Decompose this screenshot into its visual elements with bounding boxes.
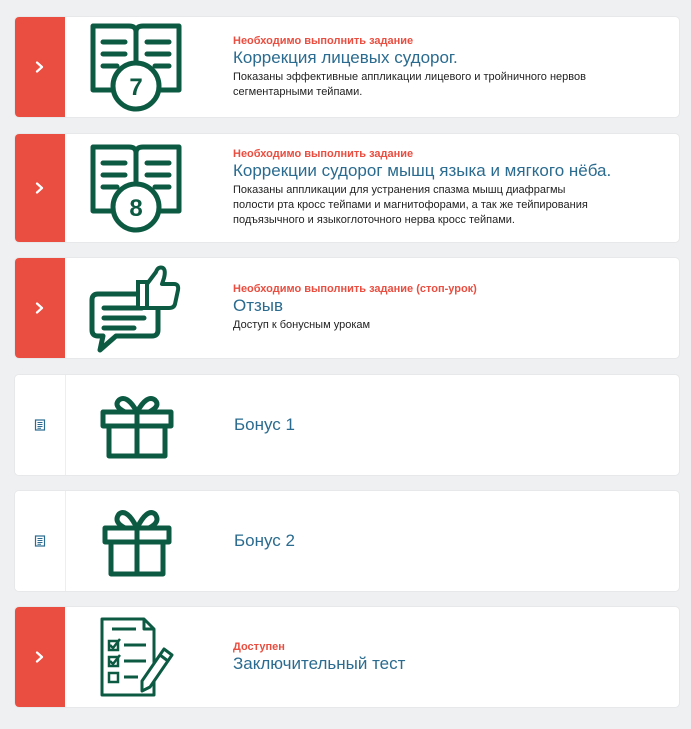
lesson-status: Необходимо выполнить задание — [233, 34, 414, 47]
lesson-title[interactable]: Заключительный тест — [233, 653, 406, 673]
document-list-icon — [34, 535, 46, 547]
expand-toggle[interactable] — [15, 258, 65, 358]
lesson-type-indicator — [15, 375, 66, 475]
chevron-right-icon — [35, 302, 45, 314]
expand-toggle[interactable] — [15, 17, 65, 117]
chevron-right-icon — [35, 61, 45, 73]
lesson-title[interactable]: Отзыв — [233, 296, 284, 315]
lesson-card-1[interactable] — [15, 17, 679, 117]
lesson-title[interactable]: Коррекция лицевых судорог. — [233, 47, 458, 67]
lesson-title[interactable]: Бонус 2 — [234, 531, 295, 550]
lesson-title[interactable]: Коррекции судорог мышц языка и мягкого нёба. — [233, 161, 612, 180]
expand-toggle[interactable] — [15, 134, 65, 242]
lesson-status: Доступен — [233, 640, 285, 653]
lesson-card-final-test[interactable] — [15, 607, 679, 707]
lesson-card-bonus-2[interactable] — [15, 491, 679, 591]
feedback-thumbs-up-icon — [65, 258, 207, 358]
gift-icon — [66, 491, 208, 591]
book-icon — [65, 134, 207, 242]
lesson-title[interactable]: Бонус 1 — [234, 415, 295, 434]
book-icon — [65, 17, 207, 117]
chevron-right-icon — [35, 651, 45, 663]
lesson-number-badge: 7 — [129, 74, 143, 101]
lesson-description: Доступ к бонусным урокам — [233, 319, 371, 331]
lesson-card-bonus-1[interactable] — [15, 375, 679, 475]
lesson-card-3[interactable] — [15, 258, 679, 358]
expand-toggle[interactable] — [15, 607, 65, 707]
chevron-right-icon — [35, 182, 45, 194]
gift-icon — [66, 375, 208, 475]
checklist-pencil-icon — [65, 607, 207, 707]
document-list-icon — [34, 419, 46, 431]
lesson-card-2[interactable] — [15, 134, 679, 242]
lesson-status: Необходимо выполнить задание (стоп-урок) — [233, 283, 477, 295]
lesson-type-indicator — [15, 491, 66, 591]
lesson-description: Показаны аппликации для устранения спазма мышц диафрагмы полости рта кросс тейпами и магнитофорами, а так же тейпирования подъязычного и языкоглоточного нерва кросс тейпами. — [233, 184, 588, 226]
lesson-description: Показаны эффективные аппликации лицевого и тройничного нервов сегментарными тейпами. — [233, 70, 586, 98]
lesson-number-badge: 8 — [129, 195, 143, 222]
lesson-status: Необходимо выполнить задание — [233, 148, 414, 160]
